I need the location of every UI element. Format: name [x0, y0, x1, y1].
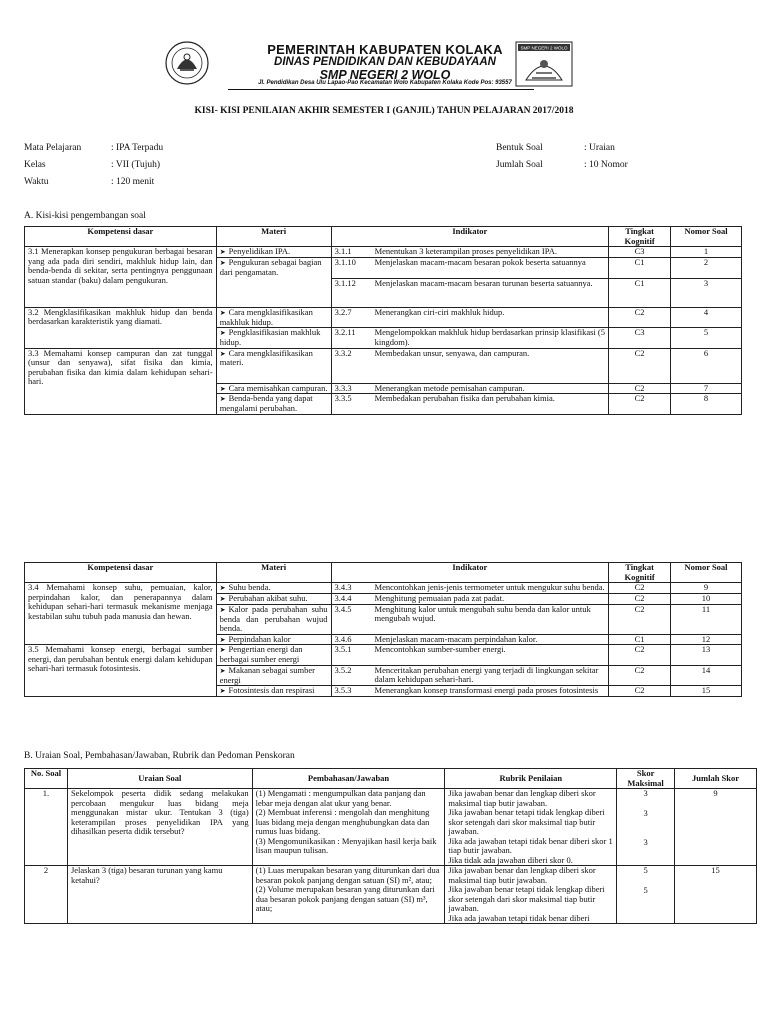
- indikator-cell: 3.4.4 Menghitung pemuaian pada zat padat.: [331, 593, 609, 604]
- header-rubrik: Rubrik Penilaian: [445, 769, 617, 789]
- section-a-heading: A. Kisi-kisi pengembangan soal: [24, 211, 146, 221]
- indikator-cell: 3.1.12 Menjelaskan macam-macam besaran turunan beserta satuannya.: [331, 278, 609, 307]
- indikator-cell: 3.4.3 Mencontohkan jenis-jenis termometer untuk mengukur suhu benda.: [331, 583, 609, 594]
- header-tingkat: Tingkat Kognitif: [609, 563, 671, 583]
- indikator-cell: 3.5.3 Menerangkan konsep transformasi energi pada proses fotosintesis: [331, 686, 609, 697]
- materi-cell: ➤ Makanan sebagai sumber energi: [216, 665, 331, 685]
- rubrik-cell: Jika jawaban benar dan lengkap diberi skor maksimal tiap butir jawaban. Jika jawaban benar tetapi tidak lengkap diberi skor setengah dari skor maksimal tiap butir jawaban. Jika ada jawaban tetapi tidak benar diberi: [445, 866, 617, 924]
- no-soal-cell: 1.: [25, 789, 68, 866]
- header-jumlah: Jumlah Skor: [675, 769, 757, 789]
- nomor-cell: 9: [671, 583, 742, 594]
- tingkat-cell: C3: [609, 328, 671, 348]
- emblem-text: SMP NEGERI 2 WOLO: [520, 45, 568, 51]
- materi-cell: ➤ Kalor pada perubahan suhu benda dan perubahan wujud benda.: [216, 604, 331, 634]
- info-value-waktu: : 120 menit: [111, 177, 155, 187]
- table-row: [25, 866, 757, 924]
- tingkat-cell: C2: [609, 583, 671, 594]
- nomor-cell: 10: [671, 593, 742, 604]
- letterhead-line1: PEMERINTAH KABUPATEN KOLAKA: [267, 42, 503, 57]
- header-nomor: Nomor Soal: [671, 227, 742, 247]
- materi-cell: ➤ Fotosintesis dan respirasi: [216, 686, 331, 697]
- tingkat-cell: C2: [609, 604, 671, 634]
- tingkat-cell: C2: [609, 348, 671, 383]
- info-value-jumlah: : 10 Nomor: [584, 160, 628, 170]
- header-materi: Materi: [216, 227, 331, 247]
- skor-cell: 5 5: [617, 866, 675, 924]
- table-row: [25, 247, 742, 258]
- header-kd: Kompetensi dasar: [25, 227, 217, 247]
- skor-cell: 3 3 3: [617, 789, 675, 866]
- header-indikator: Indikator: [331, 563, 609, 583]
- indikator-cell: 3.5.1 Mencontohkan sumber-sumber energi.: [331, 645, 609, 665]
- nomor-cell: 12: [671, 634, 742, 645]
- uraian-cell: Sekelompok peserta didik sedang melakukan percobaan mengukur luas bidang meja menggunakan mistar ukur. Tentukan 3 (tiga) keterampilan proses penyelidikan IPA yang dihasilkan peserta didik tersebut?: [67, 789, 252, 866]
- header-skor: Skor Maksimal: [617, 769, 675, 789]
- materi-cell: ➤ Pengklasifikasian makhluk hidup.: [216, 328, 331, 348]
- section-b-heading: B. Uraian Soal, Pembahasan/Jawaban, Rubrik dan Pedoman Penskoran: [24, 751, 295, 761]
- jumlah-cell: 15: [675, 866, 757, 924]
- info-label-waktu: Waktu: [24, 177, 49, 187]
- indikator-cell: 3.4.6 Menjelaskan macam-macam perpindahan kalor.: [331, 634, 609, 645]
- table-row: [25, 583, 742, 594]
- nomor-cell: 3: [671, 278, 742, 307]
- nomor-cell: 13: [671, 645, 742, 665]
- header-materi: Materi: [216, 563, 331, 583]
- nomor-cell: 11: [671, 604, 742, 634]
- kd-cell: 3.5 Memahami konsep energi, berbagai sumber energi, dan perubahan bentuk energi dalam kehidupan sehari-hari termasuk fotosintesis.: [25, 645, 217, 697]
- tingkat-cell: C1: [609, 257, 671, 278]
- header-uraian: Uraian Soal: [67, 769, 252, 789]
- info-value-mapel: : IPA Terpadu: [111, 143, 164, 153]
- tingkat-cell: C2: [609, 686, 671, 697]
- materi-cell: ➤ Perubahan akibat suhu.: [216, 593, 331, 604]
- materi-cell: ➤ Benda-benda yang dapat mengalami perubahan.: [216, 394, 331, 414]
- pembahasan-cell: (1) Mengamati : mengumpulkan data panjang dan lebar meja dengan alat ukur yang benar. (2) Membuat inferensi : mengolah dan menghitung luas bidang meja dengan menghubungkan data dan rumus luas bidang. (3) Mengomunikasikan : Menyajikan hasil kerja baik lisan maupun tulisan.: [252, 789, 445, 866]
- kd-cell: 3.3 Memahami konsep campuran dan zat tunggal (unsur dan senyawa), sifat fisika dan kimia, perubahan fisika dan kimia dalam kehidupan sehari-hari.: [25, 348, 217, 414]
- nomor-cell: 14: [671, 665, 742, 685]
- table-row: [25, 645, 742, 665]
- info-label-kelas: Kelas: [24, 160, 46, 170]
- tingkat-cell: C2: [609, 307, 671, 327]
- rubrik-cell: Jika jawaban benar dan lengkap diberi skor maksimal tiap butir jawaban. Jika jawaban benar tetapi tidak lengkap diberi skor setengah dari skor maksimal tiap butir jawaban. Jika ada jawaban tetapi tidak benar diberi skor 1 tiap butir jawaban. Jika tidak ada jawaban diberi skor 0.: [445, 789, 617, 866]
- table-row: [25, 789, 757, 866]
- tingkat-cell: C1: [609, 278, 671, 307]
- tingkat-cell: C2: [609, 665, 671, 685]
- pembahasan-cell: (1) Luas merupakan besaran yang diturunkan dari dua besaran pokok panjang dengan satuan (SI) m², atau; (2) Volume merupakan besaran yang diturunkan dari dua besaran pokok panjang dengan satuan (SI) m³, atau;: [252, 866, 445, 924]
- nomor-cell: 2: [671, 257, 742, 278]
- header-no-soal: No. Soal: [25, 769, 68, 789]
- nomor-cell: 6: [671, 348, 742, 383]
- table-header-row: [25, 227, 742, 247]
- header-indikator: Indikator: [331, 227, 609, 247]
- letterhead-line3: SMP NEGERI 2 WOLO: [319, 68, 451, 82]
- materi-cell: ➤ Cara memisahkan campuran.: [216, 383, 331, 394]
- uraian-cell: Jelaskan 3 (tiga) besaran turunan yang kamu ketahui?: [67, 866, 252, 924]
- info-label-jumlah: Jumlah Soal: [496, 160, 543, 170]
- indikator-cell: 3.1.1 Menentukan 3 keterampilan proses penyelidikan IPA.: [331, 247, 609, 258]
- indikator-cell: 3.2.11 Mengelompokkan makhluk hidup berdasarkan prinsip klasifikasi (5 kingdom).: [331, 328, 609, 348]
- nomor-cell: 5: [671, 328, 742, 348]
- header-kd: Kompetensi dasar: [25, 563, 217, 583]
- materi-cell: ➤ Suhu benda.: [216, 583, 331, 594]
- kd-cell: 3.4 Memahami konsep suhu, pemuaian, kalor, perpindahan kalor, dan penerapannya dalam kehidupan sehari-hari termasuk mekanisme menjaga kestabilan suhu tubuh pada manusia dan hewan.: [25, 583, 217, 645]
- letterhead-line2: DINAS PENDIDIKAN DAN KEBUDAYAAN: [274, 56, 496, 68]
- indikator-cell: 3.3.2 Membedakan unsur, senyawa, dan campuran.: [331, 348, 609, 383]
- indikator-cell: 3.4.5 Menghitung kalor untuk mengubah suhu benda dan kalor untuk mengubah wujud.: [331, 604, 609, 634]
- materi-cell: ➤ Perpindahan kalor: [216, 634, 331, 645]
- info-label-bentuk: Bentuk Soal: [496, 143, 543, 153]
- tingkat-cell: C2: [609, 593, 671, 604]
- kisi-table-2: [24, 562, 742, 697]
- info-label-mapel: Mata Pelajaran: [24, 143, 82, 153]
- header-tingkat: Tingkat Kognitif: [609, 227, 671, 247]
- letterhead-address: Jl. Pendidikan Desa Ulu Lapao-Pao Kecamatan Wolo Kabupaten Kolaka Kode Pos: 93557: [258, 80, 512, 86]
- kd-cell: 3.1 Menerapkan konsep pengukuran berbagai besaran yang ada pada diri sendiri, makhluk hidup lain, dan benda-benda di sekitar, serta pentingnya penggunaan satuan standar (baku) dalam pengukuran.: [25, 247, 217, 308]
- table-row: [25, 307, 742, 327]
- nomor-cell: 8: [671, 394, 742, 414]
- letterhead-rule: [228, 89, 534, 90]
- header-nomor: Nomor Soal: [671, 563, 742, 583]
- indikator-cell: 3.3.3 Menerangkan metode pemisahan campuran.: [331, 383, 609, 394]
- materi-cell: ➤ Pengukuran sebagai bagian dari pengamatan.: [216, 257, 331, 307]
- indikator-cell: 3.3.5 Membedakan perubahan fisika dan perubahan kimia.: [331, 394, 609, 414]
- jumlah-cell: 9: [675, 789, 757, 866]
- nomor-cell: 1: [671, 247, 742, 258]
- header-pembahasan: Pembahasan/Jawaban: [252, 769, 445, 789]
- kisi-table-1: [24, 226, 742, 415]
- nomor-cell: 15: [671, 686, 742, 697]
- tingkat-cell: C2: [609, 383, 671, 394]
- kd-cell: 3.2 Mengklasifikasikan makhluk hidup dan benda berdasarkan karakteristik yang diamati.: [25, 307, 217, 348]
- nomor-cell: 4: [671, 307, 742, 327]
- info-value-kelas: : VII (Tujuh): [111, 160, 161, 170]
- nomor-cell: 7: [671, 383, 742, 394]
- indikator-cell: 3.5.2 Menceritakan perubahan energi yang terjadi di lingkungan sekitar dalam kehidupan sehari-hari.: [331, 665, 609, 685]
- rubrik-table: [24, 768, 757, 924]
- no-soal-cell: 2: [25, 866, 68, 924]
- tingkat-cell: C1: [609, 634, 671, 645]
- materi-cell: ➤ Cara mengklasifikasikan makhluk hidup.: [216, 307, 331, 327]
- materi-cell: ➤ Pengertian energi dan berbagai sumber energi: [216, 645, 331, 665]
- indikator-cell: 3.1.10 Menjelaskan macam-macam besaran pokok beserta satuannya: [331, 257, 609, 278]
- tingkat-cell: C2: [609, 394, 671, 414]
- table-row: [25, 348, 742, 383]
- materi-cell: ➤ Penyelidikan IPA.: [216, 247, 331, 258]
- document-title: KISI- KISI PENILAIAN AKHIR SEMESTER I (GANJIL) TAHUN PELAJARAN 2017/2018: [194, 106, 574, 116]
- table-header-row: [25, 769, 757, 789]
- indikator-cell: 3.2.7 Menerangkan ciri-ciri makhluk hidup.: [331, 307, 609, 327]
- materi-cell: ➤ Cara mengklasifikasikan materi.: [216, 348, 331, 383]
- tingkat-cell: C2: [609, 645, 671, 665]
- tingkat-cell: C3: [609, 247, 671, 258]
- table-header-row: [25, 563, 742, 583]
- info-value-bentuk: : Uraian: [584, 143, 615, 153]
